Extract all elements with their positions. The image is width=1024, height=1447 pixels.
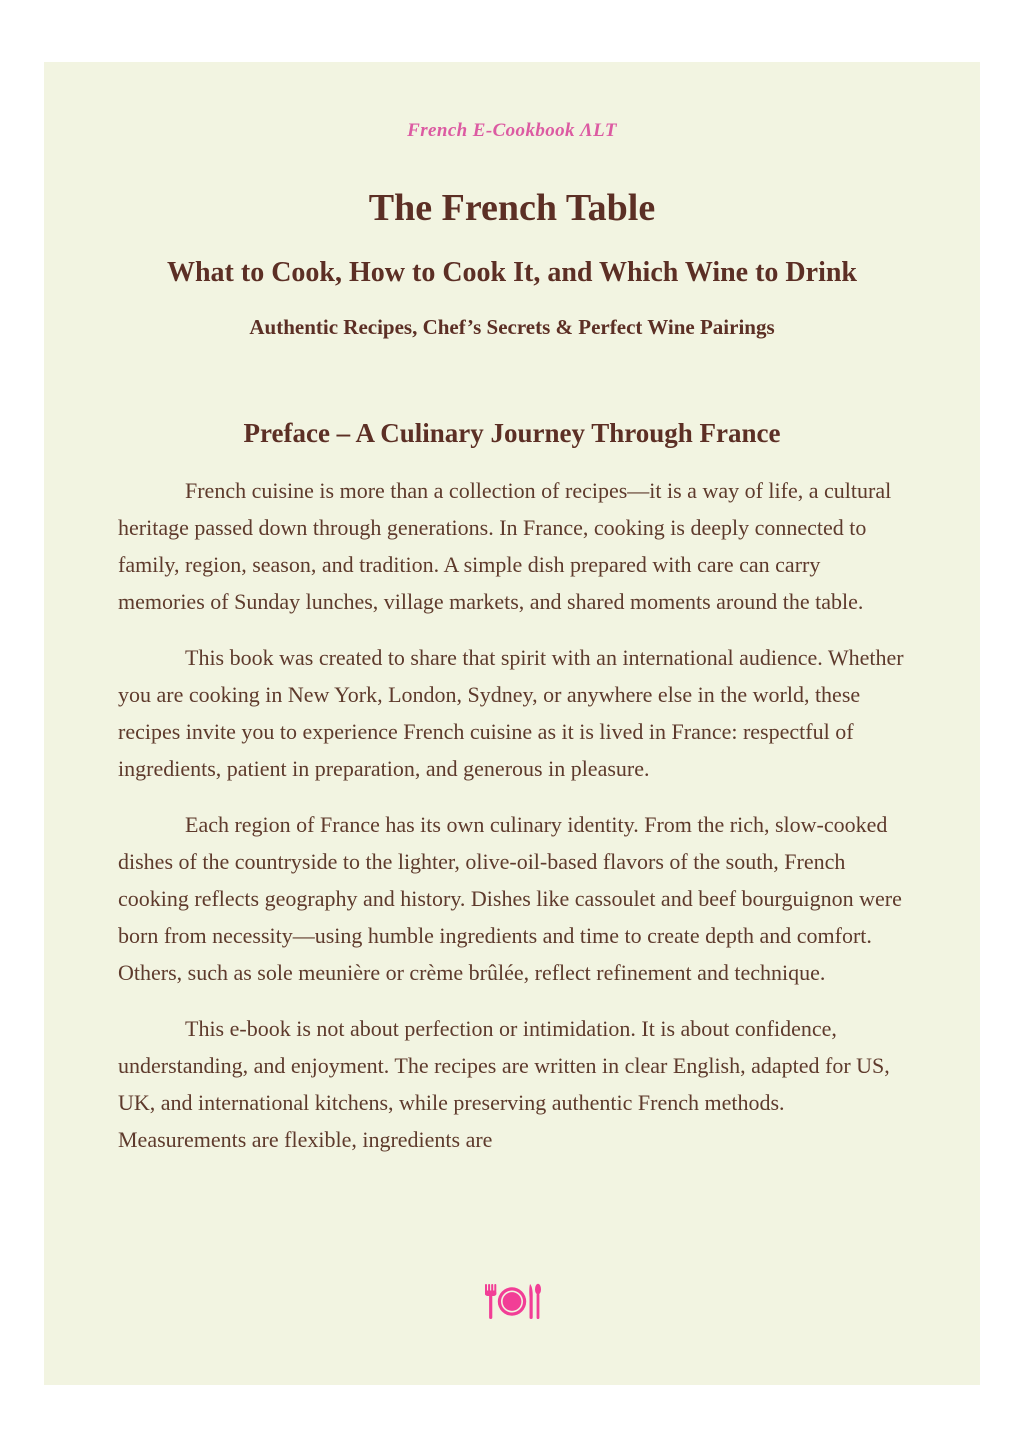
- preface-paragraph: This e-book is not about perfection or intimidation. It is about confidence, understanding, and enjoyment. The recipes are written in clear English, adapted for US, UK, and international kitchens, while preserving authentic French methods. Measurements are flexible, ingredients are: [118, 1016, 890, 1152]
- book-tagline: Authentic Recipes, Chef’s Secrets & Perfect Wine Pairings: [249, 315, 775, 339]
- book-title: The French Table: [368, 187, 656, 229]
- preface-heading: Preface – A Culinary Journey Through France: [243, 418, 781, 448]
- preface-paragraph: This book was created to share that spirit with an international audience. Whether you are cooking in New York, London, Sydney, or anywhere else in the world, these recipes invite you to experience French cuisine as it is lived in France: respectful of ingredients, patient in preparation, and generous in pleasure.: [118, 645, 904, 781]
- preface-paragraph: Each region of France has its own culinary identity. From the rich, slow-cooked dishes of the countryside to the lighter, olive-oil-based flavors of the south, French cooking reflects geography and history. Dishes like cassoulet and beef bourguignon were born from necessity—using humble ingredients and time to create depth and comfort. Others, such as sole meunière or crème brûlée, reflect refinement and technique.: [118, 812, 902, 985]
- preface-paragraph: French cuisine is more than a collection of recipes—it is a way of life, a cultural heritage passed down through generations. In France, cooking is deeply connected to family, region, season, and tradition. A simple dish prepared with care can carry memories of Sunday lunches, village markets, and shared moments around the table.: [118, 478, 892, 614]
- book-subtitle: What to Cook, How to Cook It, and Which Wine to Drink: [166, 257, 857, 288]
- preface-body: [118, 472, 906, 1158]
- ebook-page: [44, 62, 980, 1385]
- ebook-kicker-label: French E-Cookbook ΛLT: [407, 120, 617, 141]
- plate-and-cutlery-icon: [483, 1280, 541, 1322]
